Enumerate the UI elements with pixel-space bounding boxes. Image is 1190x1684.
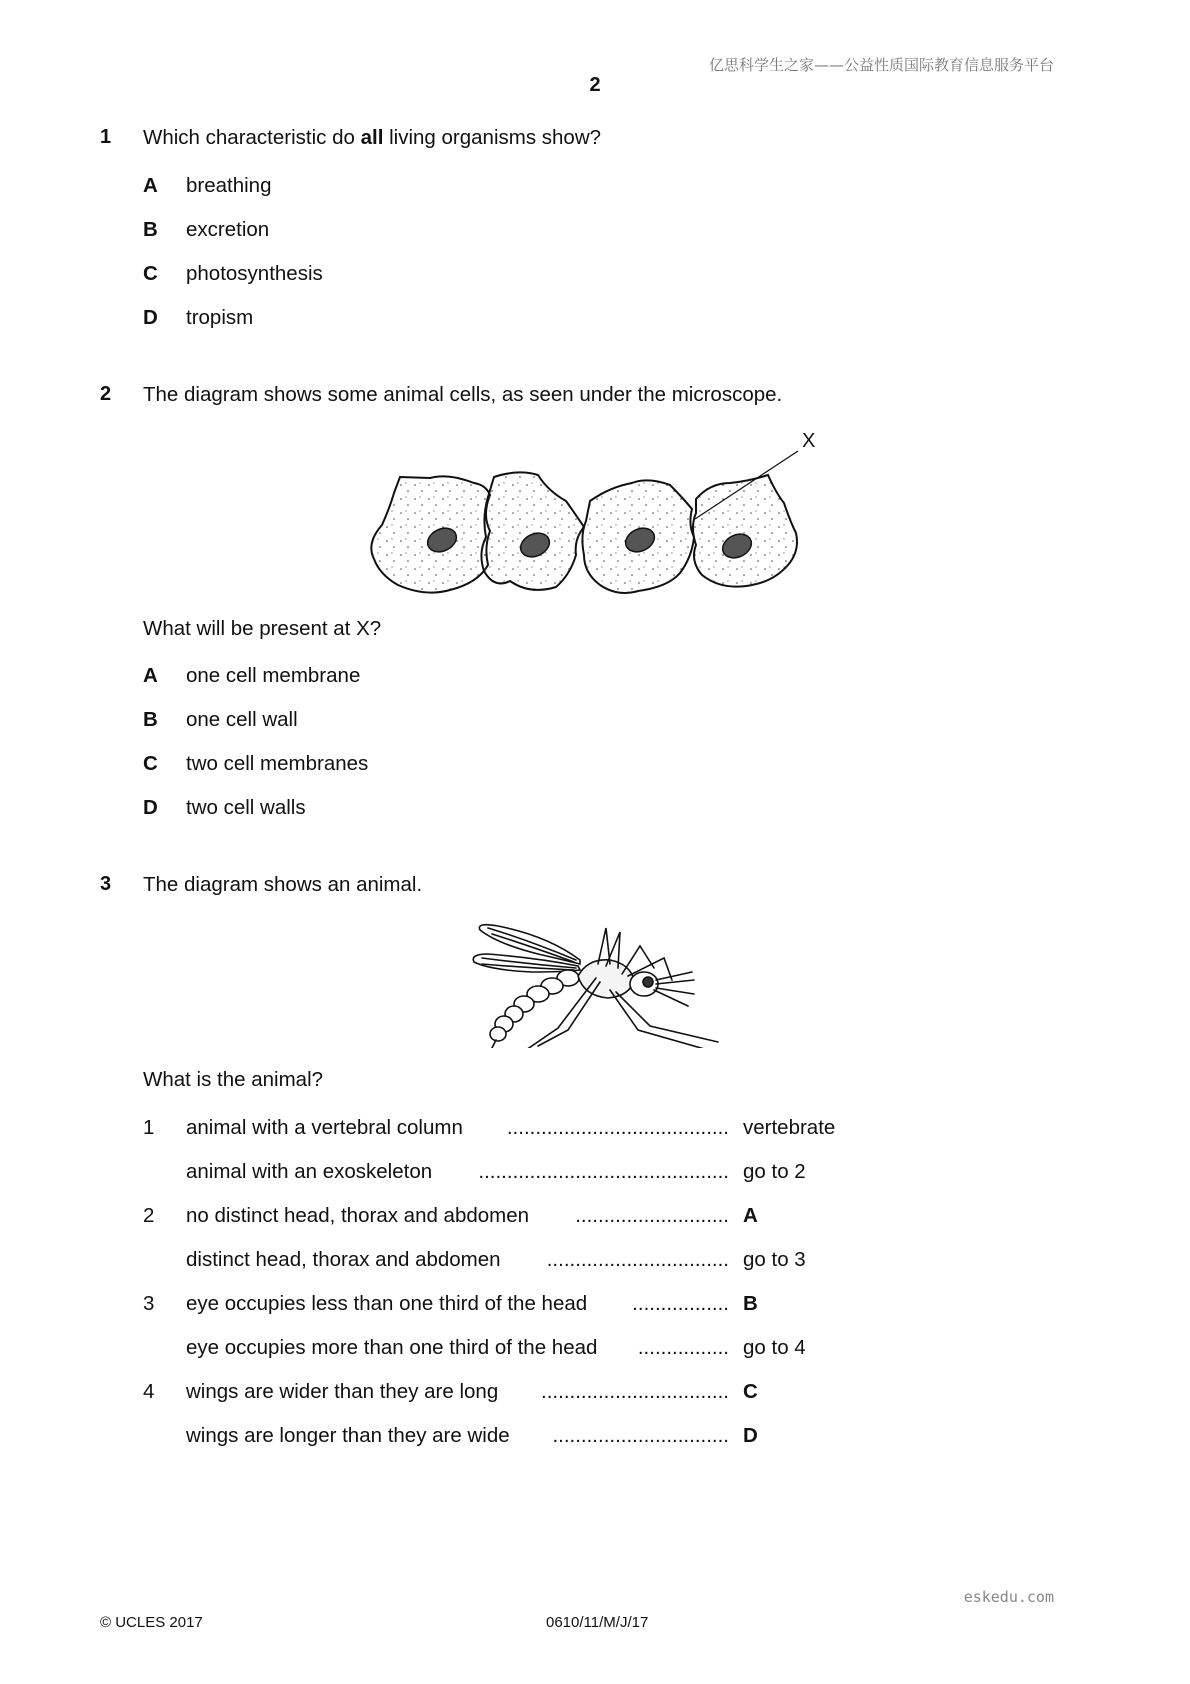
q2-question: What will be present at X?: [143, 617, 382, 640]
cell-4: [693, 475, 797, 587]
site-watermark: eskedu.com: [963, 1588, 1054, 1606]
q3-question: What is the animal?: [143, 1068, 324, 1091]
key-row: 3 eye occupies less than one third of the head ................. B: [143, 1292, 758, 1315]
copyright: © UCLES 2017: [100, 1614, 203, 1631]
q3-text: The diagram shows an animal.: [143, 873, 423, 896]
key-row: distinct head, thorax and abdomen ................................ go to 3: [186, 1248, 806, 1271]
q1-text: Which characteristic do all living organisms show?: [143, 126, 602, 149]
key-row: eye occupies more than one third of the head ................ go to 4: [186, 1336, 806, 1359]
paper-code: 0610/11/M/J/17: [546, 1614, 649, 1631]
mosquito-diagram: [468, 918, 736, 1048]
key-row: wings are longer than they are wide ............................... D: [186, 1424, 758, 1447]
key-row: 2 no distinct head, thorax and abdomen ........................... A: [143, 1204, 758, 1227]
q2-number: 2: [100, 383, 112, 405]
cell-2: [481, 472, 584, 589]
key-row: 4 wings are wider than they are long ................................. C: [143, 1380, 758, 1403]
animal-cells-diagram: [370, 425, 820, 605]
q2-text: The diagram shows some animal cells, as seen under the microscope.: [143, 383, 783, 406]
watermark-text: 亿思科学生之家——公益性质国际教育信息服务平台: [708, 56, 1054, 74]
eye: [643, 977, 653, 987]
key-row: 1 animal with a vertebral column ....................................... vertebrate: [143, 1116, 836, 1139]
page-number: 2: [589, 74, 601, 96]
q1-number: 1: [100, 126, 112, 148]
key-row: animal with an exoskeleton ............................................ go to 2: [186, 1160, 806, 1183]
q3-number: 3: [100, 873, 112, 895]
label-x: X: [802, 430, 816, 452]
